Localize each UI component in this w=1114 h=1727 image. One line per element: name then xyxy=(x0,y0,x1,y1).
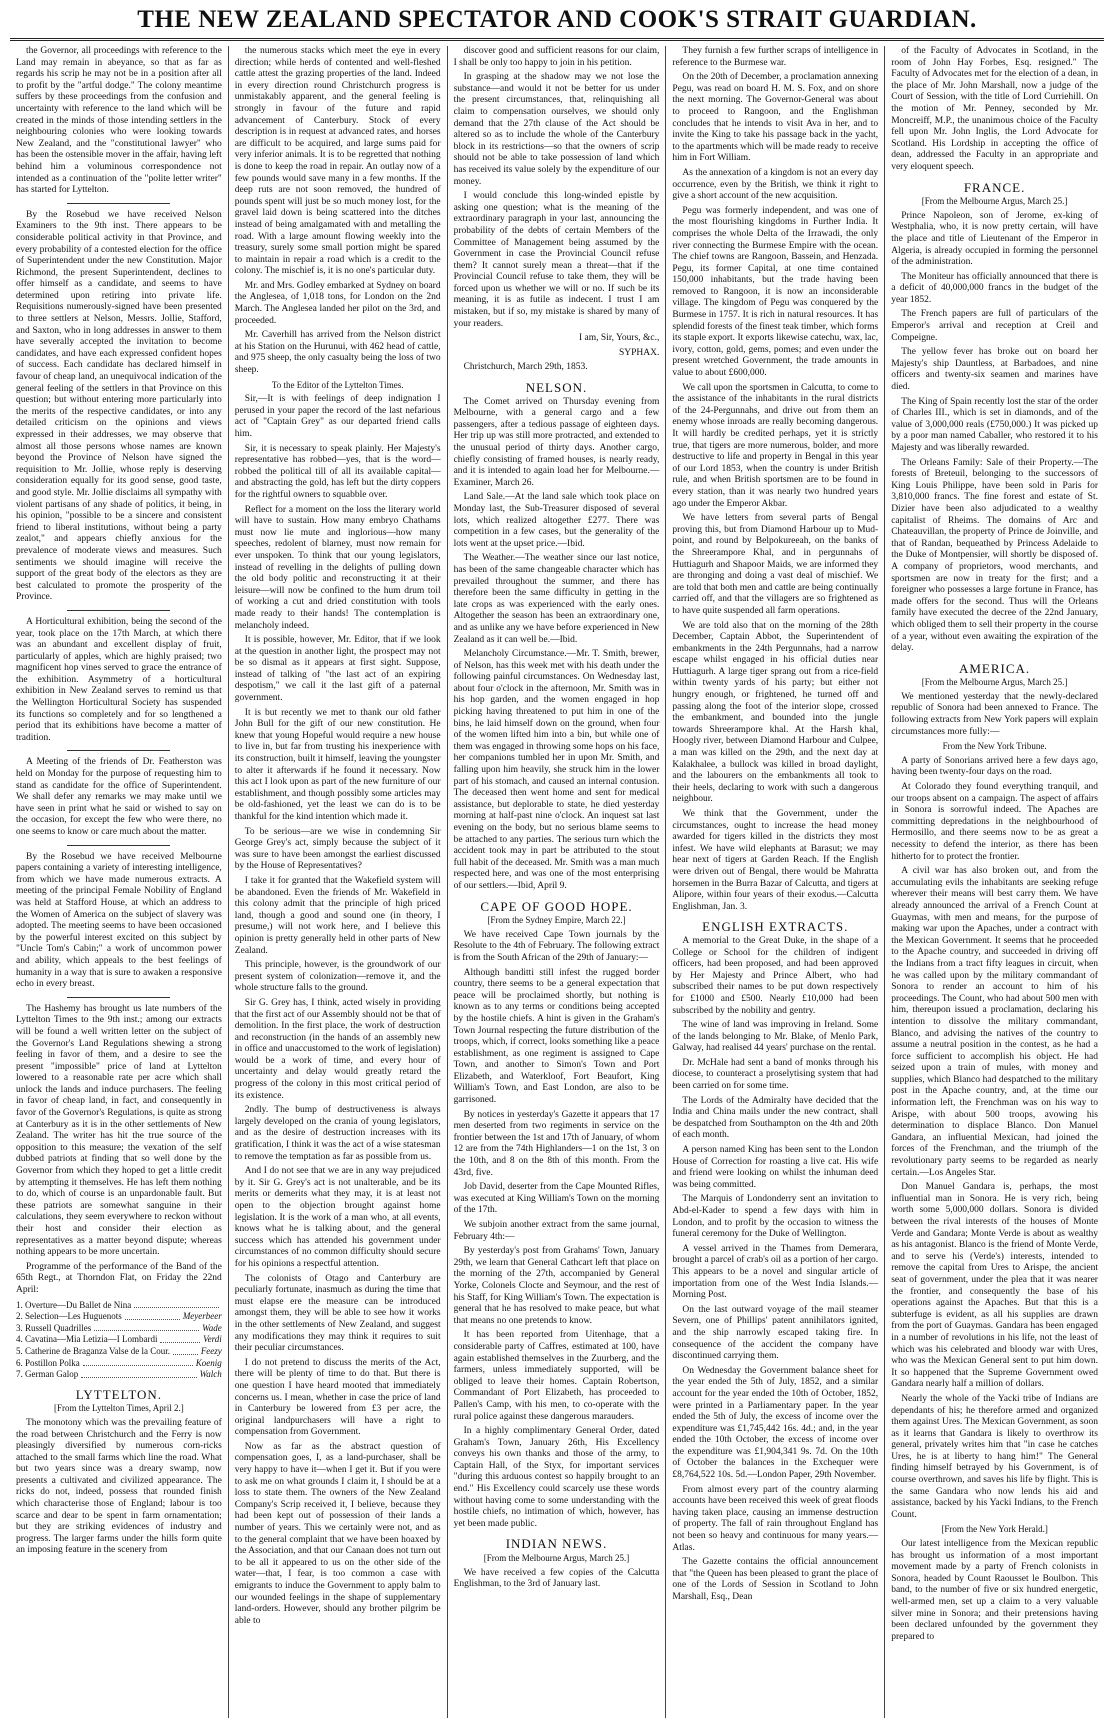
paragraph: In grasping at the shadow may we not lose the substance—and would it not be better for us under the present circumstances, that, relinquishing all claim to compensation ourselves, we should only demand that the 27th clause of the Act should be altered so as to include the whole of the Canterbury block in its restrictions—so that the owners of scrip should not be able to take possession of land which has received its value solely by the expenditure of our money. xyxy=(453,72,660,187)
paragraph: The King of Spain recently lost the star of the order of Charles III., which is set in diamonds, and of the value of 3,000,000 reals (£750,000.) It was picked up by a poor man named Caballer, who restored it to his Majesty and was liberally rewarded. xyxy=(891,396,1098,453)
paragraph: The Hashemy has brought us late numbers of the Lyttelton Times to the 9th inst.; among our extracts will be found a well written letter on the subject of the Governor's Land Regulations shewing a strong feeling in favor of them, and a desire to see the present "impossible" price of land at Lyttelton lowered to a reasonable rate per acre which shall unlock the lands and induce purchasers. The feeling in favor of cheap land, in fact, and consequently in favor of the Governor's Regulations, is quite as strong at Canterbury as it is in the other settlements of New Zealand. The writer has hit the true source of the opposition to this measure; the vexation of the self dubbed patriots at finding that so well done by the Governor from which they hoped to get a little credit by attempting it themselves. He has left them nothing to do, which of course is an unpardonable fault. But these patriots are somewhat sanguine in their calculations, they seem everywhere to reckon without their host and consider their election as representatives as a matter beyond dispute; whereas nothing appears to be more uncertain. xyxy=(16,1003,222,1258)
divider xyxy=(67,610,170,611)
section-heading: AMERICA. xyxy=(958,660,1031,676)
paragraph: Programme of the performance of the Band of the 65th Regt., at Thorndon Flat, on Friday the 22nd April: xyxy=(16,1261,222,1295)
band-programme xyxy=(16,1300,222,1381)
paragraph: Now as far as the abstract question of compensation goes, I, as a land-purchaser, shall be very happy to have it—when I get it. But if you were to ask me on what grounds I claim it, I should be at a loss to state them. The owners of the New Zealand Company's Scrip received it, I believe, because they had been kept out of possession of their lands a number of years. This we certainly were not, and as to the general complaint that we have been hoaxed by the Association, and that our Canaan does not turn out to be all it appeared to us on the other side of the water—that, I fear, is too common a case with emigrants to induce the Government to apply balm to our wounded feelings in the shape of supplementary land-orders. However, should any brother pilgrim be able to xyxy=(234,1441,441,1626)
paragraph: By notices in yesterday's Gazette it appears that 17 men deserted from two regiments in service on the frontier between the 1st and 17th of January, of whom 12 are from the 74th Highlanders—1 on the 1st, 3 on the 10th, and 8 on the 8th of this month. From the 43rd, five. xyxy=(453,1109,660,1178)
paragraph: They furnish a few further scraps of intelligence in reference to the Burmese war. xyxy=(672,46,879,68)
signature: SYPHAX. xyxy=(619,347,660,358)
paragraph: We call upon the sportsmen in Calcutta, to come to the assistance of the inhabitants in the rural districts of the 24-Pergunnahs, and drive out from them an enemy whose inroads are really becoming dangerous. It will hardly be credited perhaps, yet it is strictly true, that tigers are more numerous, bolder, and more destructive to life and property in Bengal in this year of our Lord 1853, when the country is under British rule, and when British sportsmen are to be found in every station, than it was nearly two hundred years ago under the Emperor Akbar. xyxy=(672,382,879,509)
paragraph: I take it for granted that the Wakefield system will be abandoned. Even the friends of Mr. Wakefield in this colony admit that the principle of high priced land, though a good and sound one (in theory, I presume,) will not work here, and I believe this opinion is pretty generally held in other parts of New Zealand. xyxy=(234,875,441,956)
paragraph: Sir, it is necessary to speak plainly. Her Majesty's representative has robbed—yes, that is the word—robbed the political till of all its available capital—and abstracting the gold, has left but the dirty coppers for the rightful owners to squabble over. xyxy=(234,443,441,500)
column-2 xyxy=(229,46,448,1718)
paragraph: Mr. and Mrs. Godley embarked at Sydney on board the Anglesea, of 1,018 tons, for London on the 2nd March. The Anglesea landed her pilot on the 3rd, and proceeded. xyxy=(234,280,441,326)
paragraph: The French papers are full of particulars of the Emperor's arrival and reception at Creil and Compeigne. xyxy=(891,309,1098,343)
paragraph: It is but recently we met to thank our old father John Bull for the gift of our new constitution. He knew that young Hopeful would require a new house to live in, but far from trusting his inexperience with its construction, built it himself, leaving the youngster to alter it afterwards if he found it necessary. Now this act I look upon as part of the new furniture of our establishment, and though possibly some articles may be old-fashioned, yet the least we can do is to be thankful for the kind intention which made it. xyxy=(234,707,441,822)
paragraph: A vessel arrived in the Thames from Demerara, brought a parcel of crab's oil as a portion of her cargo. This appears to be a novel and singular article of importation from one of the West India Islands.—Morning Post. xyxy=(672,1243,879,1301)
source-line: [From the Melbourne Argus, March 25.] xyxy=(921,196,1068,207)
paragraph: To be serious—are we wise in condemning Sir George Grey's act, simply because the subject of it was sure to have been amongst the earliest discussed by the House of Representatives? xyxy=(234,826,441,872)
section-heading: LYTTELTON. xyxy=(75,1386,163,1402)
paragraph: By the Rosebud we have received Melbourne papers containing a variety of interesting intelligence, from which we have made numerous extracts. A meeting of the principal Female Nobility of England was held at Stafford House, at which an address to the Women of America on the subject of slavery was adopted. The meeting seems to have been occasioned by the powerful interest excited on this subject by "Uncle Tom's Cabin;" a work of uncommon power and ability, which appeals to the best feelings of humanity in a way that is sure to awaken a responsive echo in every breast. xyxy=(16,851,222,990)
source-line: [From the Melbourne Argus, March 25.] xyxy=(483,1553,630,1564)
paragraph: We have received a few copies of the Calcutta Englishman, to the 3rd of January last. xyxy=(453,1567,660,1590)
dateline: Christchurch, March 29th, 1853. xyxy=(463,362,588,373)
column-1 xyxy=(10,46,229,1718)
paragraph: A party of Sonorians arrived here a few days ago, having been twenty-four days on the road. xyxy=(891,755,1098,778)
paragraph: The Gazette contains the official announcement that "the Queen has been pleased to grant the place of one of the Lords of Session in Scotland to John Marshall, Esq., Dean xyxy=(672,1557,879,1602)
paragraph: of the Faculty of Advocates in Scotland, in the room of John Hay Forbes, Esq. resigned." The Faculty of Advocates met for the election of a dean, in the place of Mr. John Marshall, now a judge of the Court of Session, with the title of Lord Curriehill. On the motion of Mr. Penney, seconded by Mr. Moncreiff, M.P., the unanimous choice of the Faculty fell upon Mr. John Inglis, the Lord Advocate for Scotland. His Lordship in accepting the office of dean, addressed the Faculty in an appropriate and very eloquent speech. xyxy=(891,46,1098,172)
programme-item: 3. Russell Quadrilles Wade xyxy=(16,1322,222,1333)
paragraph: the Governor, all proceedings with reference to the Land may remain in abeyance, so that as far as regards his scrip he may not be in a position after all to profit by the "artful dodge." The colony meantime suffers by these proceedings from the confusion and uncertainty with reference to the land which will be created in the minds of those intending settlers in the neighbouring colonies who were looking towards New Zealand, and the "constitutional lawyer" who has been the ostensible mover in the affair, having left behind him a voluminous correspondence not intended as a continuation of the "polite letter writer" has started for Lyttelton. xyxy=(16,46,222,196)
newspaper-columns xyxy=(10,46,1104,1718)
paragraph: And I do not see that we are in any way prejudiced by it. Sir G. Grey's act is not unalterable, and be its merits or demerits what they may, it is at least not open to the objection brought against home legislation. It is the work of a man who, at all events, knows what he is talking about, and the general success which has attended his government under circumstances of no common difficulty should secure for his opinions a respectful attention. xyxy=(234,1166,441,1269)
paragraph: 2ndly. The bump of destructiveness is always largely developed on the crania of young legislators, and as the desire of destruction increases with its gratification, I think it was the act of a wise statesman to remove the temptation as far as possible from us. xyxy=(234,1105,441,1162)
paragraph: It is possible, however, Mr. Editor, that if we look at the question in another light, the prospect may not be so dismal as it appears at first sight. Suppose, instead of talking of "the last act of an expiring despotism," we call it the last gift of a paternal government. xyxy=(234,635,441,704)
signature: I am, Sir, Yours, &c., xyxy=(579,333,660,344)
paragraph: discover good and sufficient reasons for our claim, I shall be only too happy to join in his petition. xyxy=(453,46,660,68)
paragraph: The wine of land was improving in Ireland. Some of the lands belonging to Mr. Blake, of Menlo Park, Galway, had realised 44 years' purchase on the rental. xyxy=(672,1020,879,1054)
paragraph: The Comet arrived on Thursday evening from Melbourne, with a general cargo and a few passengers, after a tedious passage of eighteen days. Her trip up was still more protracted, and extended to the unusual period of thirty days. Another cargo, chiefly consisting of framed houses, is nearly ready, and it is intended to again load her for Melbourne.—Examiner, March 26. xyxy=(453,396,660,488)
letter-heading: To the Editor of the Lyttelton Times. xyxy=(271,379,404,390)
paragraph: the numerous stacks which meet the eye in every direction; while herds of contented and well-fleshed cattle attest the grazing properties of the land. Indeed in every direction round Christchurch progress is unmistakably apparent, and the general feeling is strongly in favour of the future and rapid advancement of Canterbury. Stock of every description is in request at advanced rates, and horses are difficult to be acquired, and large sums paid for very inferior animals. It is to be regretted that nothing is done to keep the road in repair. An outlay now of a few pounds would save many in a few months. If the deep ruts are not soon removed, the hundred of pounds spent will just be so much money lost, for the gravel laid down is being scattered into the ditches instead of being amalgamated with and metalling the road. With a large amount flowing weekly into the treasury, surely some small portion might be spared to maintain in repair a road which is a credit to the colony. The mischief is, it is no one's particular duty. xyxy=(234,46,441,277)
column-4 xyxy=(666,46,885,1718)
paragraph: By the Rosebud we have received Nelson Examiners to the 9th inst. There appears to be considerable political activity in that Province, and every probability of a contested election for the office of Superintendent under the new Constitution. Major Richmond, the present Superintendent, declines to offer himself as a candidate, and seems to have determined upon retiring into private life. Requisitions numerously-signed have been presented to three settlers at Nelson, Messrs. Jollie, Stafford, and Saxton, who in long addresses in answer to them have severally accepted the invitation to become candidates, and have each expressed confident hopes of success. Each candidate has declared himself in favour of cheap land, an unequivocal indication of the general feeling of the settlers in that Province on this question; but without entering more particularly into the merits of the respective candidates, or into any detailed criticism on the opinions and views expressed in their addresses, we may observe that almost all those persons whose names are known beyond the Province of Nelson have signed the requisition to Mr. Jollie, whose reply is deserving consideration equally for its good sense, good taste, and good style. Mr. Jollie disclaims all sympathy with violent partisans of any shade of politics, it being, in his opinion, "possible to be a sincere and consistent friend to liberal institutions, without being a party zealot," and appears chiefly anxious for the prevalence of moderate views and measures. Such sentiments we should imagine will receive the support of the great body of the electors as they are best calculated to promote the prosperity of the Province. xyxy=(16,209,222,603)
paragraph: We have received Cape Town journals by the Resolute to the 4th of February. The following extract is from the South African of the 29th of January:— xyxy=(453,929,660,963)
divider xyxy=(67,997,170,998)
paragraph: The Moniteur has officially announced that there is a deficit of 40,000,000 francs in the budget of the year 1852. xyxy=(891,271,1098,305)
paragraph: The Marquis of Londonderry sent an invitation to Abd-el-Kader to spend a few days with him in London, and to profit by the occasion to witness the funeral ceremony for the Duke of Wellington. xyxy=(672,1194,879,1240)
section-heading: NELSON. xyxy=(525,380,588,396)
programme-item: 2. Selection—Les Huguenots Meyerbeer xyxy=(16,1311,222,1322)
paragraph: I do not pretend to discuss the merits of the Act, there will be plenty of time to do that. But there is one question I have heard mooted that immediately concerns us. I mean, whether in case the price of land in Canterbury be lowered from £3 per acre, the original landpurchasers will have a right to compensation from Government. xyxy=(234,1357,441,1438)
source-line: [From the Melbourne Argus, March 25.] xyxy=(921,677,1068,688)
programme-item: 5. Catherine de Braganza Valse de la Cour. Feezy xyxy=(16,1345,222,1356)
column-5 xyxy=(885,46,1104,1718)
paragraph: Prince Napoleon, son of Jerome, ex-king of Westphalia, who, it is now pretty certain, will have the place and title of Lieutenant of the Emperor in Algeria, is already occupied in forming the personnel of the administration. xyxy=(891,210,1098,268)
paragraph: Sir G. Grey has, I think, acted wisely in providing that the first act of our Assembly should not be that of demolition. In the first place, the work of destruction and reconstruction (in the hands of an assembly new in office and unaccustomed to the work of legislation) would be a work of time, and every hour of uncertainty and delay would greatly retard the progress of the colony in this most critical period of its existence. xyxy=(234,997,441,1101)
section-heading: CAPE OF GOOD HOPE. xyxy=(480,898,633,914)
paragraph: Land Sale.—At the land sale which took place on Monday last, the Sub-Treasurer disposed of several lots, which realized altogether £277. There was competition in a few cases, but the generality of the lots went at the upset price.—Ibid. xyxy=(453,492,660,549)
divider xyxy=(67,750,170,751)
source-line: [From the Sydney Empire, March 22.] xyxy=(487,915,626,926)
paragraph: On the last outward voyage of the mail steamer Severn, one of Phillips' patent annihilators ignited, and the ship narrowly escaped taking fire. In consequence of the accident the company have discontinued carrying them. xyxy=(672,1304,879,1362)
paragraph: A Horticultural exhibition, being the second of the year, took place on the 17th March, at which there was an abundant and excellent display of fruit, particularly of apples, which are highly praised; two magnificent hop vines served to grace the entrance of the exhibition. Asymmetry of a horticultural exhibition in New Zealand serves to remind us that the Wellington Horticultural Society has suspended its functions so completely and for so lengthened a period that its exhibitions have become a matter of tradition. xyxy=(16,616,222,743)
paragraph: Reflect for a moment on the loss the literary world will have to sustain. How many embryo Chathams must now lie mute and inglorious—how many speeches, redolent of blarney, must now remain for ever unspoken. To think that our young legislators, instead of revelling in the delights of pulling down the old body politic and reconstructing it at their leisure—will now be confined to the hum drum toil of working a cut and dried constitution with tools made ready to their hands! The contemplation is melancholy indeed. xyxy=(234,504,441,631)
paragraph: On the 20th of December, a proclamation annexing Pegu, was read on board H. M. S. Fox, and on shore the next morning. The Governor-General was about to proceed to Rangoon, and the Englishman concludes that he intends to visit Ava in her, and to invite the King to take his passage back in the yacht, to the apartments which will be made ready to receive him in Fort William. xyxy=(672,72,879,164)
paragraph: Melancholy Circumstance.—Mr. T. Smith, brewer, of Nelson, has this week met with his death under the following painful circumstances. On Wednesday last, about four o'clock in the afternoon, Mr. Smith was in his hop garden, and the women engaged in hop picking having threatened to put him in one of the bins, he laid himself down on the ground, when four of the women lifted him into a bin, but while one of them was engaged in throwing some hops on his face, her companions tumbled her in upon Mr. Smith, and falling upon him heavily, she struck him in the lower part of his stomach, and caused an internal contusion. The deceased then went home and sent for medical assistance, but deplorable to state, he died yesterday morning at half-past nine o'clock. An inquest sat last evening on the body, but no serious blame seems to be attached to any parties. The serious turn which the accident took may in part be attributed to the stout full habit of the deceased. Mr. Smith was a man much respected here, and was one of the most enterprising of our settlers.—Ibid, April 9. xyxy=(453,649,660,891)
section-heading: ENGLISH EXTRACTS. xyxy=(702,919,849,935)
paragraph: The Orleans Family: Sale of their Property.—The forests of Breteuil, belonging to the successors of King Louis Philippe, have been sold in Paris for 3,810,000 francs. The fine forest and estate of St. Dizier have been also adjudicated to a wealthy capitalist of Rheims. The domains of Arc and Chateauvillan, the property of Prince de Joinville, and that of Randan, bequeathed by Princess Adelaide to the Duke of Montpensier, will shortly be disposed of. A company of proprietors, wood merchants, and sportsmen are now in treaty for the first; and a foreigner who possesses a large fortune in France, has made offers for the second. Thus will the Orleans family have executed the decree of the 22nd January, which obliged them to sell their property in the course of a year, without even awaiting the expiration of the delay. xyxy=(891,457,1098,654)
masthead: THE NEW ZEALAND SPECTATOR AND COOK'S STRAIT GUARDIAN. xyxy=(137,6,977,33)
paragraph: Nearly the whole of the Yacki tribe of Indians are dependants of his; he therefore armed and organized them against Ures. The Mexican Government, as soon as it learns that Gandara is likely to overthrow its general, privately writes him that "in case he catches Ures, he is at liberty to hang him!" The General finding himself betrayed by his Government, is of course overthrown, and saves his life by flight. This is the same Gandara who now lends his aid and assistance, backed by his Yacki Indians, to the French Count. xyxy=(891,1393,1098,1520)
programme-item: 6. Postillon Polka Koenig xyxy=(16,1357,222,1368)
paragraph: From almost every part of the country alarming accounts have been received this week of great floods having taken place, causing an immense destruction of property. The fall of rain throughout England has not been so heavy and continuous for many years.—Atlas. xyxy=(672,1484,879,1553)
paragraph: The monotony which was the prevailing feature of the road between Christchurch and the Ferry is now pleasingly diversified by numerous corn-ricks attached to the small farms which line the road. What but two years since was a dreary swamp, now presents a cultivated and civilized appearance. The ricks do not, indeed, possess that rounded finish which characterise those of England; labour is too scarce and dear to be spent in farm ornamentation; but they are striking evidences of industry and progress. The larger farms under the hills form quite an imposing feature in the scenery from xyxy=(16,1417,222,1556)
paragraph: It has been reported from Uitenhage, that a considerable party of Caffres, estimated at 100, have again established themselves in the Zuurberg, and the farmers, unless immediately supported, will be obliged to leave their homes. Captain Robertson, Commandant of Port Elizabeth, has proceeded to Pallen's Camp, with his men, to co-operate with the rural police against these dangerous marauders. xyxy=(453,1330,660,1422)
paragraph: Dr. McHale had sent a band of monks through his diocese, to counteract a proselytising system that had been carried on for some time. xyxy=(672,1057,879,1092)
paragraph: We mentioned yesterday that the newly-declared republic of Sonora had been annexed to France. The following extracts from New York papers will explain circumstances more fully:— xyxy=(891,691,1098,737)
paragraph: Don Manuel Gandara is, perhaps, the most influential man in Sonora. He is very rich, being worth some 5,000,000 dollars. Sonora is divided between the rival interests of the houses of Monte Verde and Gandara; Monte Verde is about as wealthy as his antagonist. Blanco is the friend of Monte Verde, and to serve his (Verde's) interests, intended to remove the capital from Ures to Arispe, the ancient seat of government, under the plea that it was nearer the frontier, and consequently the base of his operations against the Apaches. But that this is a subterfuge is evident, as all his supplies are drawn from the port of Guaymas. Gandara has been engaged in a number of revolutions in his life, not the least of which was his celebrated and bloody war with Ures, who was the Mexican General sent to put him down. It so happened that the Supreme Government owed Gandara nearly half a million of dollars. xyxy=(891,1182,1098,1390)
programme-item: 7. German Galop Walch xyxy=(16,1369,222,1380)
paragraph: Job David, deserter from the Cape Mounted Rifles, was executed at King William's Town on the morning of the 17th. xyxy=(453,1182,660,1216)
paragraph: A Meeting of the friends of Dr. Featherston was held on Monday for the purpose of requesting him to stand as candidate for the office of Superintendent. We shall defer any remarks we may make until we have seen in print what he said or wished to say on the occasion, for except the few who were there, no one seems to know or care much about the matter. xyxy=(16,757,222,837)
column-3 xyxy=(448,46,667,1718)
section-heading: FRANCE. xyxy=(963,179,1026,195)
paragraph: As the annexation of a kingdom is not an every day occurrence, even by the British, we think it right to give a short account of the new acquisition. xyxy=(672,167,879,202)
paragraph: The Lords of the Admiralty have decided that the India and China mails under the new contract, shall be despatched from Southampton on the 4th and 20th of each month. xyxy=(672,1095,879,1141)
paragraph: A memorial to the Great Duke, in the shape of a College or School for the children of indigent officers, had been proposed, and had been approved by Her Majesty and Prince Albert, who had subscribed their names to be put down respectively for £1000 and £500. Nearly £10,000 had been subscribed by the nobility and gentry. xyxy=(672,935,879,1016)
paragraph: We are told also that on the morning of the 28th December, Captain Abbot, the Superintendent of embankments in the 24th Pergunnahs, had a narrow escape whilst engaged in his official duties near Huttiagurh. A large tiger sprang out from a rice-field within twenty yards of his party; but either not hungry enough, or frightened, he turned off and passing along the foot of the interior slope, crossed the embankment, and bounded into the jungle towards Shreerampore khal. At the Harsh khal, Hoogly river, between Diamond Harbour and Culpee, a man was killed on the 29th, and the next day at Kalakhalee, a bullock was killed in broad daylight, and the labourers on the embankments all took to their heels, declaring to work with such a dangerous neighbour. xyxy=(672,620,879,805)
paragraph: Mr. Caverhill has arrived from the Nelson district at his Station on the Hurunui, with 462 head of cattle, and 975 sheep, the only casualty being the loss of two sheep. xyxy=(234,330,441,376)
paragraph: Pegu was formerly independent, and was one of the most flourishing kingdoms in Further India. It comprises the whole Delta of the Irrawadi, the only river connecting the Burmese Empire with the ocean. The chief towns are Rangoon, Bassein, and Henzada. Pegu, its former Capital, at one time contained 150,000 inhabitants, but the trade having been removed to Rangoon, it is now an inconsiderable village. The kingdom of Pegu was conquered by the Burmese in 1757. It is rich in natural resources. It has splendid forests of the finest teak timber, which forms its staple export. It exports likewise catechu, wax, lac, ivory, cotton, gold, gems, pomes; and even under the present wretched Government, the trade amounts in value to about £600,000. xyxy=(672,205,879,379)
source-line: From the New York Tribune. xyxy=(942,741,1047,752)
paragraph: Sir,—It is with feelings of deep indignation I perused in your paper the record of the last nefarious act of "Captain Grey" as our departed friend calls him. xyxy=(234,394,441,439)
source-line: [From the Lyttelton Times, April 2.] xyxy=(54,1403,184,1414)
paragraph: In a highly complimentary General Order, dated Graham's Town, January 26th, His Excellency conveys his own thanks and those of the army, to Captain Hall, of the Styx, for important services "during this arduous contest so happily brought to an end." His Excellency could scarcely use these words without having come to some understanding with the hostile chiefs, no intimation of which, however, has yet been made public. xyxy=(453,1426,660,1529)
paragraph: The colonists of Otago and Canterbury are peculiarly fortunate, inasmuch as during the time that must elapse ere the measure can be introduced amongst them, they will be able to see how it works in the other settlements of New Zealand, and suggest any modifications they may think it requires to suit their peculiar circumstances. xyxy=(234,1273,441,1354)
paragraph: The yellow fever has broke out on board her Majesty's ship Dauntless, at Barbadoes, and nine officers and twenty-six seamen and marines have died. xyxy=(891,347,1098,393)
paragraph: We think that the Government, under the circumstances, ought to increase the head money awarded for tigers killed in the districts they most infest. We have wild elephants at Barasut; we may hear next of tigers at Garden Reach. If the English were driven out of Bengal, there would be Mahratta horsemen in the Burra Bazar of Calcutta, and tigers at Alipore, within four years of their exodus.—Calcutta Englishman, Jan. 3. xyxy=(672,809,879,912)
paragraph: The Weather.—The weather since our last notice, has been of the same changeable character which has prevailed throughout the summer, and there has therefore been the same difficulty in getting in the late crops as was experienced with the early ones. Altogether the season has been an extraordinary one, and as unlike any we have before experienced in New Zealand as it can well be.—Ibid. xyxy=(453,553,660,645)
paragraph: We subjoin another extract from the same journal, February 4th:— xyxy=(453,1220,660,1242)
paragraph: Our latest intelligence from the Mexican republic has brought us information of a most important movement made by a party of French colonists in Sonora, headed by Count Raousset le Boulbon. This band, to the number of five or six hundred energetic, well-armed men, set up a claim to a very valuable silver mine in Sonora; and their pretensions having been declared unfounded by the government they prepared to xyxy=(891,1539,1098,1642)
paragraph: By yesterday's post from Grahams' Town, January 29th, we learn that General Cathcart left that place on the morning of the 27th, accompanied by General Yorke, Colonels Clocte and Seymour, and the rest of his Staff, for King William's Town. The expectation is general that he has resolved to make peace, but what that means no one pretends to know. xyxy=(453,1246,660,1326)
masthead-rule xyxy=(10,38,1104,41)
paragraph: At Colorado they found everything tranquil, and our troops absent on a campaign. The aspect of affairs in Sonora is sorrowful indeed. The Apaches are committing depredations in the neighbourhood of Hermosillo, and there seems now to be as great a necessity to defend the interior, as there has been hitherto for to protect the frontier. xyxy=(891,782,1098,862)
programme-item: 1. Overture—Du Ballet de Nina xyxy=(16,1300,222,1312)
paragraph: A person named King has been sent to the London House of Correction for roasting a live cat. His wife and friend were looking on whilst the inhuman deed was being committed. xyxy=(672,1145,879,1190)
paragraph: This principle, however, is the groundwork of our present system of colonization—remove it, and the whole structure falls to the ground. xyxy=(234,960,441,994)
section-heading: INDIAN NEWS. xyxy=(505,1536,608,1552)
paragraph: We have letters from several parts of Bengal proving this, but from Diamond Harbour up to Mud-point, and round by Belpokureeah, on the banks of the Shreerampore Khal, and in pergunnahs of Huttiagurh and Shapoor Maids, we are informed they are thronging and doing a vast deal of mischief. We are told that both men and cattle are being continually carried off, and that the villagers are so frightened as to have quite suspended all farm operations. xyxy=(672,513,879,616)
paragraph: Although banditti still infest the rugged border country, there seems to be a general expectation that peace will be proclaimed shortly, but nothing is known as to any terms or conditions being accepted by the hostile chiefs. A hint is given in the Graham's Town Journal respecting the future distribution of the troops, which, if correct, looks something like a peace establishment, as one regiment is assigned to Cape Town, and another to Simon's Town and Port Elizabeth, and Waterkloof, Fort Beaufort, King William's Town, and East London, are also to be garrisoned. xyxy=(453,967,660,1106)
source-line: [From the New York Herald.] xyxy=(941,1524,1048,1535)
paragraph: A civil war has also broken out, and from the accumulating evils the inhabitants are seeking refuge wherever their means will best carry them. We have already announced the arrival of a French Count at Guaymas, with men and means, for the purpose of making war upon the Apaches, under a contract with the Mexican Government. It seems that he proceeded to the Apache country, and succeeded in driving off the Indians from a tract fifty leagues in circuit, when he was called upon by the military commandant of Sonora to render an account to him of his proceedings. The Count, who had about 500 men with him, thereupon issued a proclamation, declaring his intention to dissolve the military commandant, Blanco, and advising the natives of the country to assume a neutral position in the contest, as he had a force sufficient to accomplish his object. He had seized upon a train of mules, with money and supplies, which Blanco had despatched to the military post in the Apache country, and, at the time our information left, the Frenchman was on his way to Arispe, with about 500 troops, avowing his determination to displace Blanco. Don Manuel Gandara, an influential Mexican, had joined the forces of the Frenchman, and the triumph of the revolutionary party seems to be regarded as nearly certain.—Los Angeles Star. xyxy=(891,866,1098,1178)
paragraph: I would conclude this long-winded epistle by asking one question; what is the meaning of the extraordinary paragraph in your last, announcing the probability of the debts of certain Members of the Committee of Management being assumed by the Government in case the Provincial Council refuse them? It cannot surely mean a threat—that if the Provincial Council refuse to take them, they will be forced upon us whether we will or no. If such be its meaning, it is as futile as indecent. I trust I am mistaken, but if so, my mistake is shared by many of your readers. xyxy=(453,191,660,329)
divider xyxy=(67,203,170,204)
programme-item: 4. Cavatina—Mia Letizia—I Lombardi Verdi xyxy=(16,1334,222,1345)
divider xyxy=(67,845,170,846)
paragraph: On Wednesday the Government balance sheet for the year ended the 5th of July, 1852, and a similar account for the year ended the 10th of October, 1852, were printed in a Parliamentary paper. In the year ended the 5th of July, the excess of income over the expenditure was £1,745,442 16s. 4d.; and, in the year ended the 10th October, the excess of income over the expenditure was £1,904,341 9s. 7d. On the 10th of October the balances in the Exchequer were £8,764,522 10s. 5d.—London Paper, 29th November. xyxy=(672,1365,879,1481)
